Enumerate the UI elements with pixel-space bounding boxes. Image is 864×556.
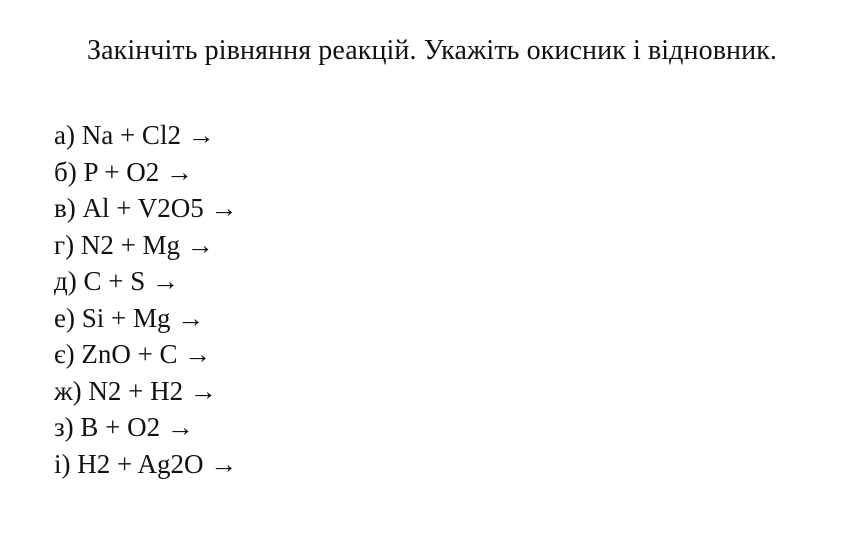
page-title: Закінчіть рівняння реакцій. Укажіть окисник і відновник.	[86, 35, 778, 66]
reaction-h: г) N2 + Mg →	[54, 229, 214, 260]
reaction-e: е) Si + Mg →	[54, 302, 205, 333]
reaction-b: б) P + O2 →	[54, 156, 193, 187]
reaction-zh: ж) N2 + H2 →	[54, 375, 217, 406]
reaction-i: і) H2 + Ag2O →	[54, 448, 238, 479]
reaction-v: в) Al + V2O5 →	[54, 193, 238, 223]
reaction-z: з) B + O2 →	[54, 412, 194, 442]
reaction-ye: є) ZnO + C →	[54, 339, 212, 369]
reaction-d: д) C + S →	[54, 266, 179, 296]
reaction-a: а) Na + Cl2 →	[54, 120, 215, 150]
reaction-list	[54, 117, 237, 482]
